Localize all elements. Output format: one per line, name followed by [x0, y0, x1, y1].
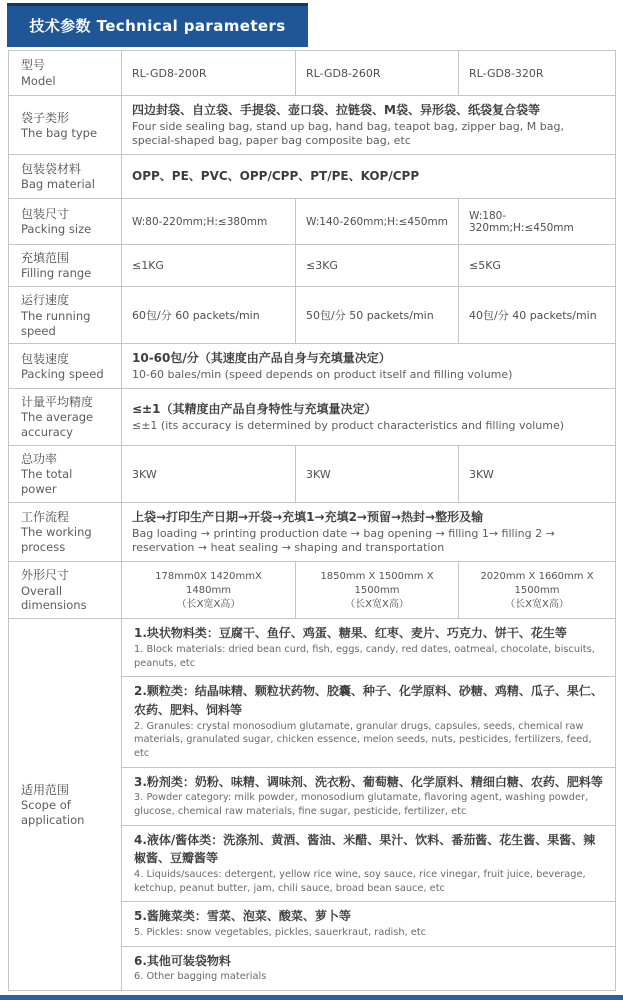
scope-item-en: 3. Powder category: milk powder, monosodium glutamate, flavoring agent, washing powder, glucose, chemical raw materials, fine sugar, pesticide, fertilizer, etc	[134, 792, 589, 817]
section-title: 技术参数 Technical parameters	[29, 16, 286, 35]
dimension-note: （长X宽X高）	[176, 598, 241, 610]
dimensions-value-2	[295, 562, 458, 618]
total-power-value-2: 3KW	[295, 446, 458, 502]
packing-size-value-2: W:140-260mm;H:≤450mm	[295, 199, 458, 244]
scope-item-powder	[122, 767, 615, 825]
row-overall-dimensions	[9, 561, 615, 618]
bag-type-en: Four side sealing bag, stand up bag, hand bag, teapot bag, zipper bag, M bag, special-shaped bag, paper bag composite bag, etc	[132, 119, 564, 148]
scope-item-en: 2. Granules: crystal monosodium glutamate, granular drugs, capsules, seeds, chemical raw materials, granulated sugar, chicken essence, melon seeds, nuts, pesticides, fertilizers, feed, etc	[134, 720, 592, 759]
model-value-2: RL-GD8-260R	[295, 51, 458, 95]
row-packing-size	[9, 198, 615, 244]
dimension-note: （长X宽X高）	[505, 598, 569, 610]
scope-item-block-materials	[122, 619, 615, 676]
row-running-speed-label	[9, 287, 121, 343]
scope-item-en: 6. Other bagging materials	[134, 971, 267, 983]
row-scope-of-application	[9, 618, 615, 989]
row-packing-size-label	[9, 199, 121, 244]
scope-item-cn: 4.液体/酱体类：洗涤剂、黄酒、酱油、米醋、果汁、饮料、番茄酱、花生酱、果酱、辣椒酱、豆瓣酱等	[134, 832, 596, 866]
scope-item-en: 4. Liquids/sauces: detergent, yellow rice wine, soy sauce, rice vinegar, fruit juice, beverage, ketchup, peanut butter, jam, chili sauce, broad bean sauce, etc	[134, 868, 586, 894]
dimension-size: 2020mm X 1660mm X 1500mm	[480, 570, 594, 596]
scope-item-en: 1. Block materials: dried bean curd, fish, eggs, candy, red dates, oatmeal, chocolate, biscuits, peanuts, etc	[134, 643, 595, 669]
packing-size-value-3: W:180-320mm;H:≤450mm	[458, 199, 615, 244]
running-speed-value-1: 60包/分 60 packets/min	[121, 287, 295, 343]
row-filling-range-label	[9, 245, 121, 286]
label-en: Model	[21, 73, 56, 88]
average-accuracy-value	[121, 389, 615, 445]
model-value-3: RL-GD8-320R	[458, 51, 615, 95]
scope-items	[121, 619, 615, 989]
label-cn: 包装速度	[21, 351, 70, 366]
label-cn: 外形尺寸	[21, 568, 70, 583]
label-cn: 工作流程	[21, 510, 70, 525]
label-cn: 型号	[21, 58, 46, 73]
working-process-value	[121, 503, 615, 561]
bag-material-value	[121, 155, 615, 198]
total-power-value-3: 3KW	[458, 446, 615, 502]
bottom-accent-bar	[0, 995, 623, 1000]
label-cn: 包装尺寸	[21, 207, 70, 222]
row-average-accuracy	[9, 388, 615, 445]
scope-item-liquids-sauces	[122, 825, 615, 902]
working-process-en: Bag loading → printing production date → bag opening → filling 1→ filling 2 → reservation → heat sealing → shaping and transportation	[132, 526, 555, 555]
label-en: Filling range	[21, 266, 92, 281]
row-running-speed	[9, 286, 615, 343]
total-power-value-1: 3KW	[121, 446, 295, 502]
scope-item-cn: 6.其他可装袋物料	[134, 953, 231, 968]
label-cn: 充填范围	[21, 251, 70, 266]
label-en: The average accuracy	[21, 410, 94, 440]
row-working-process-label	[9, 503, 121, 561]
scope-item-en: 5. Pickles: snow vegetables, pickles, sauerkraut, radish, etc	[134, 926, 427, 938]
label-en: The total power	[21, 467, 73, 497]
row-packing-speed	[9, 343, 615, 387]
label-cn: 包装袋材料	[21, 162, 82, 177]
packing-speed-cn: 10-60包/分（其速度由产品自身与充填量决定）	[132, 351, 391, 366]
label-cn: 计量平均精度	[21, 394, 94, 409]
dimensions-value-3	[458, 562, 615, 618]
row-total-power-label	[9, 446, 121, 502]
filling-range-value-2: ≤3KG	[295, 245, 458, 286]
label-cn: 袋子类形	[21, 110, 70, 125]
packing-speed-value	[121, 344, 615, 387]
bag-type-value	[121, 96, 615, 154]
label-en: The bag type	[21, 125, 98, 140]
label-en: Bag material	[21, 177, 95, 192]
row-average-accuracy-label	[9, 389, 121, 445]
label-cn: 适用范围	[21, 782, 70, 797]
dimensions-value-1	[121, 562, 295, 618]
label-cn: 总功率	[21, 451, 58, 466]
running-speed-value-2: 50包/分 50 packets/min	[295, 287, 458, 343]
row-model	[9, 51, 615, 95]
technical-parameters-table	[8, 50, 616, 991]
scope-item-granules	[122, 676, 615, 766]
row-model-label	[9, 51, 121, 95]
label-en: Scope of application	[21, 797, 85, 827]
scope-item-cn: 3.粉剂类：奶粉、味精、调味剂、洗衣粉、葡萄糖、化学原料、精细白糖、农药、肥料等	[134, 774, 603, 789]
dimension-note: （长X宽X高）	[345, 598, 409, 610]
row-overall-dimensions-label	[9, 562, 121, 618]
row-filling-range	[9, 244, 615, 286]
label-en: The working process	[21, 525, 92, 555]
row-bag-material-label	[9, 155, 121, 198]
bag-type-cn: 四边封袋、自立袋、手提袋、壶口袋、拉链袋、M袋、异形袋、纸袋复合袋等	[132, 103, 540, 117]
row-total-power	[9, 445, 615, 502]
label-en: The running speed	[21, 308, 91, 338]
filling-range-value-1: ≤1KG	[121, 245, 295, 286]
spec-sheet-page	[0, 3, 623, 1000]
row-bag-material	[9, 154, 615, 198]
row-working-process	[9, 502, 615, 561]
label-en: Packing speed	[21, 366, 104, 381]
label-en: Packing size	[21, 222, 92, 237]
header-accent-line	[7, 3, 308, 6]
accuracy-cn: ≤±1（其精度由产品自身特性与充填量决定）	[132, 402, 377, 417]
running-speed-value-3: 40包/分 40 packets/min	[458, 287, 615, 343]
scope-item-cn: 2.颗粒类：结晶味精、颗粒状药物、胶囊、种子、化学原料、砂糖、鸡精、瓜子、果仁、农药、肥料、饲料等	[134, 684, 603, 717]
scope-item-other	[122, 946, 615, 990]
row-bag-type	[9, 95, 615, 154]
scope-item-pickles	[122, 901, 615, 945]
accuracy-en: ≤±1 (its accuracy is determined by product characteristics and filling volume)	[132, 418, 565, 432]
packing-size-value-1: W:80-220mm;H:≤380mm	[121, 199, 295, 244]
dimension-size: 178mm0X 1420mmX 1480mm	[155, 570, 262, 596]
dimension-size: 1850mm X 1500mm X 1500mm	[320, 570, 434, 596]
row-bag-type-label	[9, 96, 121, 154]
label-cn: 运行速度	[21, 293, 70, 308]
scope-item-cn: 5.酱腌菜类：雪菜、泡菜、酸菜、萝卜等	[134, 909, 351, 924]
packing-speed-en: 10-60 bales/min (speed depends on product itself and filling volume)	[132, 368, 513, 382]
row-packing-speed-label	[9, 344, 121, 387]
section-header-banner	[7, 3, 308, 47]
working-process-cn: 上袋→打印生产日期→开袋→充填1→充填2→预留→热封→整形及输	[132, 510, 484, 525]
row-scope-label	[9, 619, 121, 989]
filling-range-value-3: ≤5KG	[458, 245, 615, 286]
model-value-1: RL-GD8-200R	[121, 51, 295, 95]
scope-item-cn: 1.块状物料类：豆腐干、鱼仔、鸡蛋、糖果、红枣、麦片、巧克力、饼干、花生等	[134, 626, 567, 641]
bag-material-text: OPP、PE、PVC、OPP/CPP、PT/PE、KOP/CPP	[132, 169, 420, 184]
label-en: Overall dimensions	[21, 583, 87, 613]
